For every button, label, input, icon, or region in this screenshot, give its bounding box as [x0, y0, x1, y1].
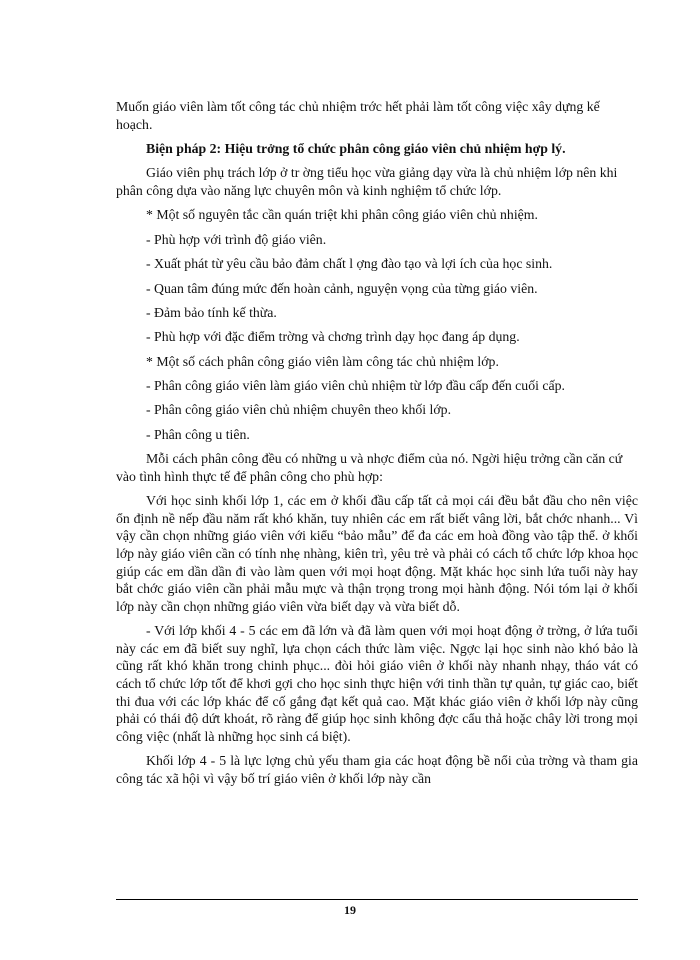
list-heading: * Một số cách phân công giáo viên làm công tác chủ nhiệm lớp.: [146, 353, 499, 369]
list-item: - Phù hợp với đặc điểm trờng và chơng trình dạy học đang áp dụng.: [146, 329, 520, 345]
paragraph: Giáo viên phụ trách lớp ở tr ờng tiểu học vừa giảng dạy vừa là chủ nhiệm lớp nên khi phân công dựa vào năng lực chuyên môn và kinh nghiệm tổ chức lớp.: [116, 165, 618, 198]
document-body: [116, 98, 638, 794]
list-heading: * Một số nguyên tắc cần quán triệt khi phân công giáo viên chủ nhiệm.: [146, 207, 538, 223]
paragraph-intro: Muốn giáo viên làm tốt công tác chủ nhiệm trớc hết phải làm tốt công việc xây dựng kế hoạch.: [116, 99, 600, 132]
list-item: - Phân công u tiên.: [146, 426, 250, 442]
paragraph: Khối lớp 4 - 5 là lực lợng chủ yếu tham gia các hoạt động bề nổi của trờng và tham gia công tác xã hội vì vậy bố trí giáo viên ở khối lớp này cần: [116, 753, 638, 786]
paragraph: Với học sinh khối lớp 1, các em ở khối đầu cấp tất cả mọi cái đều bắt đầu cho nên việc ổn định nề nếp đầu năm rất khó khăn, tuy nhiên các em rất biết vâng lời, bắt chớc nhanh... Vì vậy cần chọn những giáo viên với kiểu “bảo mẫu” để đa các em hoà đồng vào tập thể. ở khối lớp này giáo viên cần có tính nhẹ nhàng, kiên trì, yêu trẻ và phải có cách tổ chức lớp khoa học giúp các em dần dần đi vào làm quen với mọi hoạt động. Mặt khác học sinh lứa tuổi này hay bắt chớc giáo viên cần phải mẫu mực và thận trọng trong mọi hành động. Nói tóm lại ở khối lớp này cần chọn những giáo viên vừa biết dạy và vừa biết dỗ.: [116, 493, 638, 614]
list-item: - Xuất phát từ yêu cầu bảo đảm chất l ợng đào tạo và lợi ích của học sinh.: [146, 256, 553, 272]
footer-divider: [116, 899, 638, 900]
section-heading: Biện pháp 2: Hiệu trởng tổ chức phân công giáo viên chủ nhiệm hợp lý.: [146, 140, 566, 156]
paragraph: Mỗi cách phân công đều có những u và nhợc điểm của nó. Ngời hiệu trởng cần căn cứ vào tình hình thực tế để phân công cho phù hợp:: [116, 451, 623, 484]
list-item: - Phân công giáo viên chủ nhiệm chuyên theo khối lớp.: [146, 402, 452, 418]
page-number: 19: [344, 903, 356, 917]
list-item: - Phù hợp với trình độ giáo viên.: [146, 231, 327, 247]
list-item: - Quan tâm đúng mức đến hoàn cảnh, nguyện vọng của từng giáo viên.: [146, 280, 538, 296]
paragraph: - Với lớp khối 4 - 5 các em đã lớn và đã làm quen với mọi hoạt động ở trờng, ở lứa tuổi này các em đã biết suy nghĩ, lựa chọn cách thức làm việc. Ngợc lại học sinh nào khó bảo là cũng rất khó khăn trong chinh phục... đòi hỏi giáo viên ở khối này nhanh nhạy, tháo vát có cách tổ chức lớp tốt để khơi gợi cho học sinh thực hiện với tinh thần tự quản, tự giác cao, biết thi đua với các lớp khác để cố gắng đạt kết quả cao. Mặt khác giáo viên ở khối lớp này cũng phải có thái độ dứt khoát, rõ ràng để giúp học sinh không đợc cẩu thả hoặc chây lời trong mọi công việc (nhất là những học sinh cá biệt).: [116, 623, 638, 744]
list-item: - Phân công giáo viên làm giáo viên chủ nhiệm từ lớp đầu cấp đến cuối cấp.: [146, 378, 565, 394]
list-item: - Đảm bảo tính kế thừa.: [146, 304, 277, 320]
